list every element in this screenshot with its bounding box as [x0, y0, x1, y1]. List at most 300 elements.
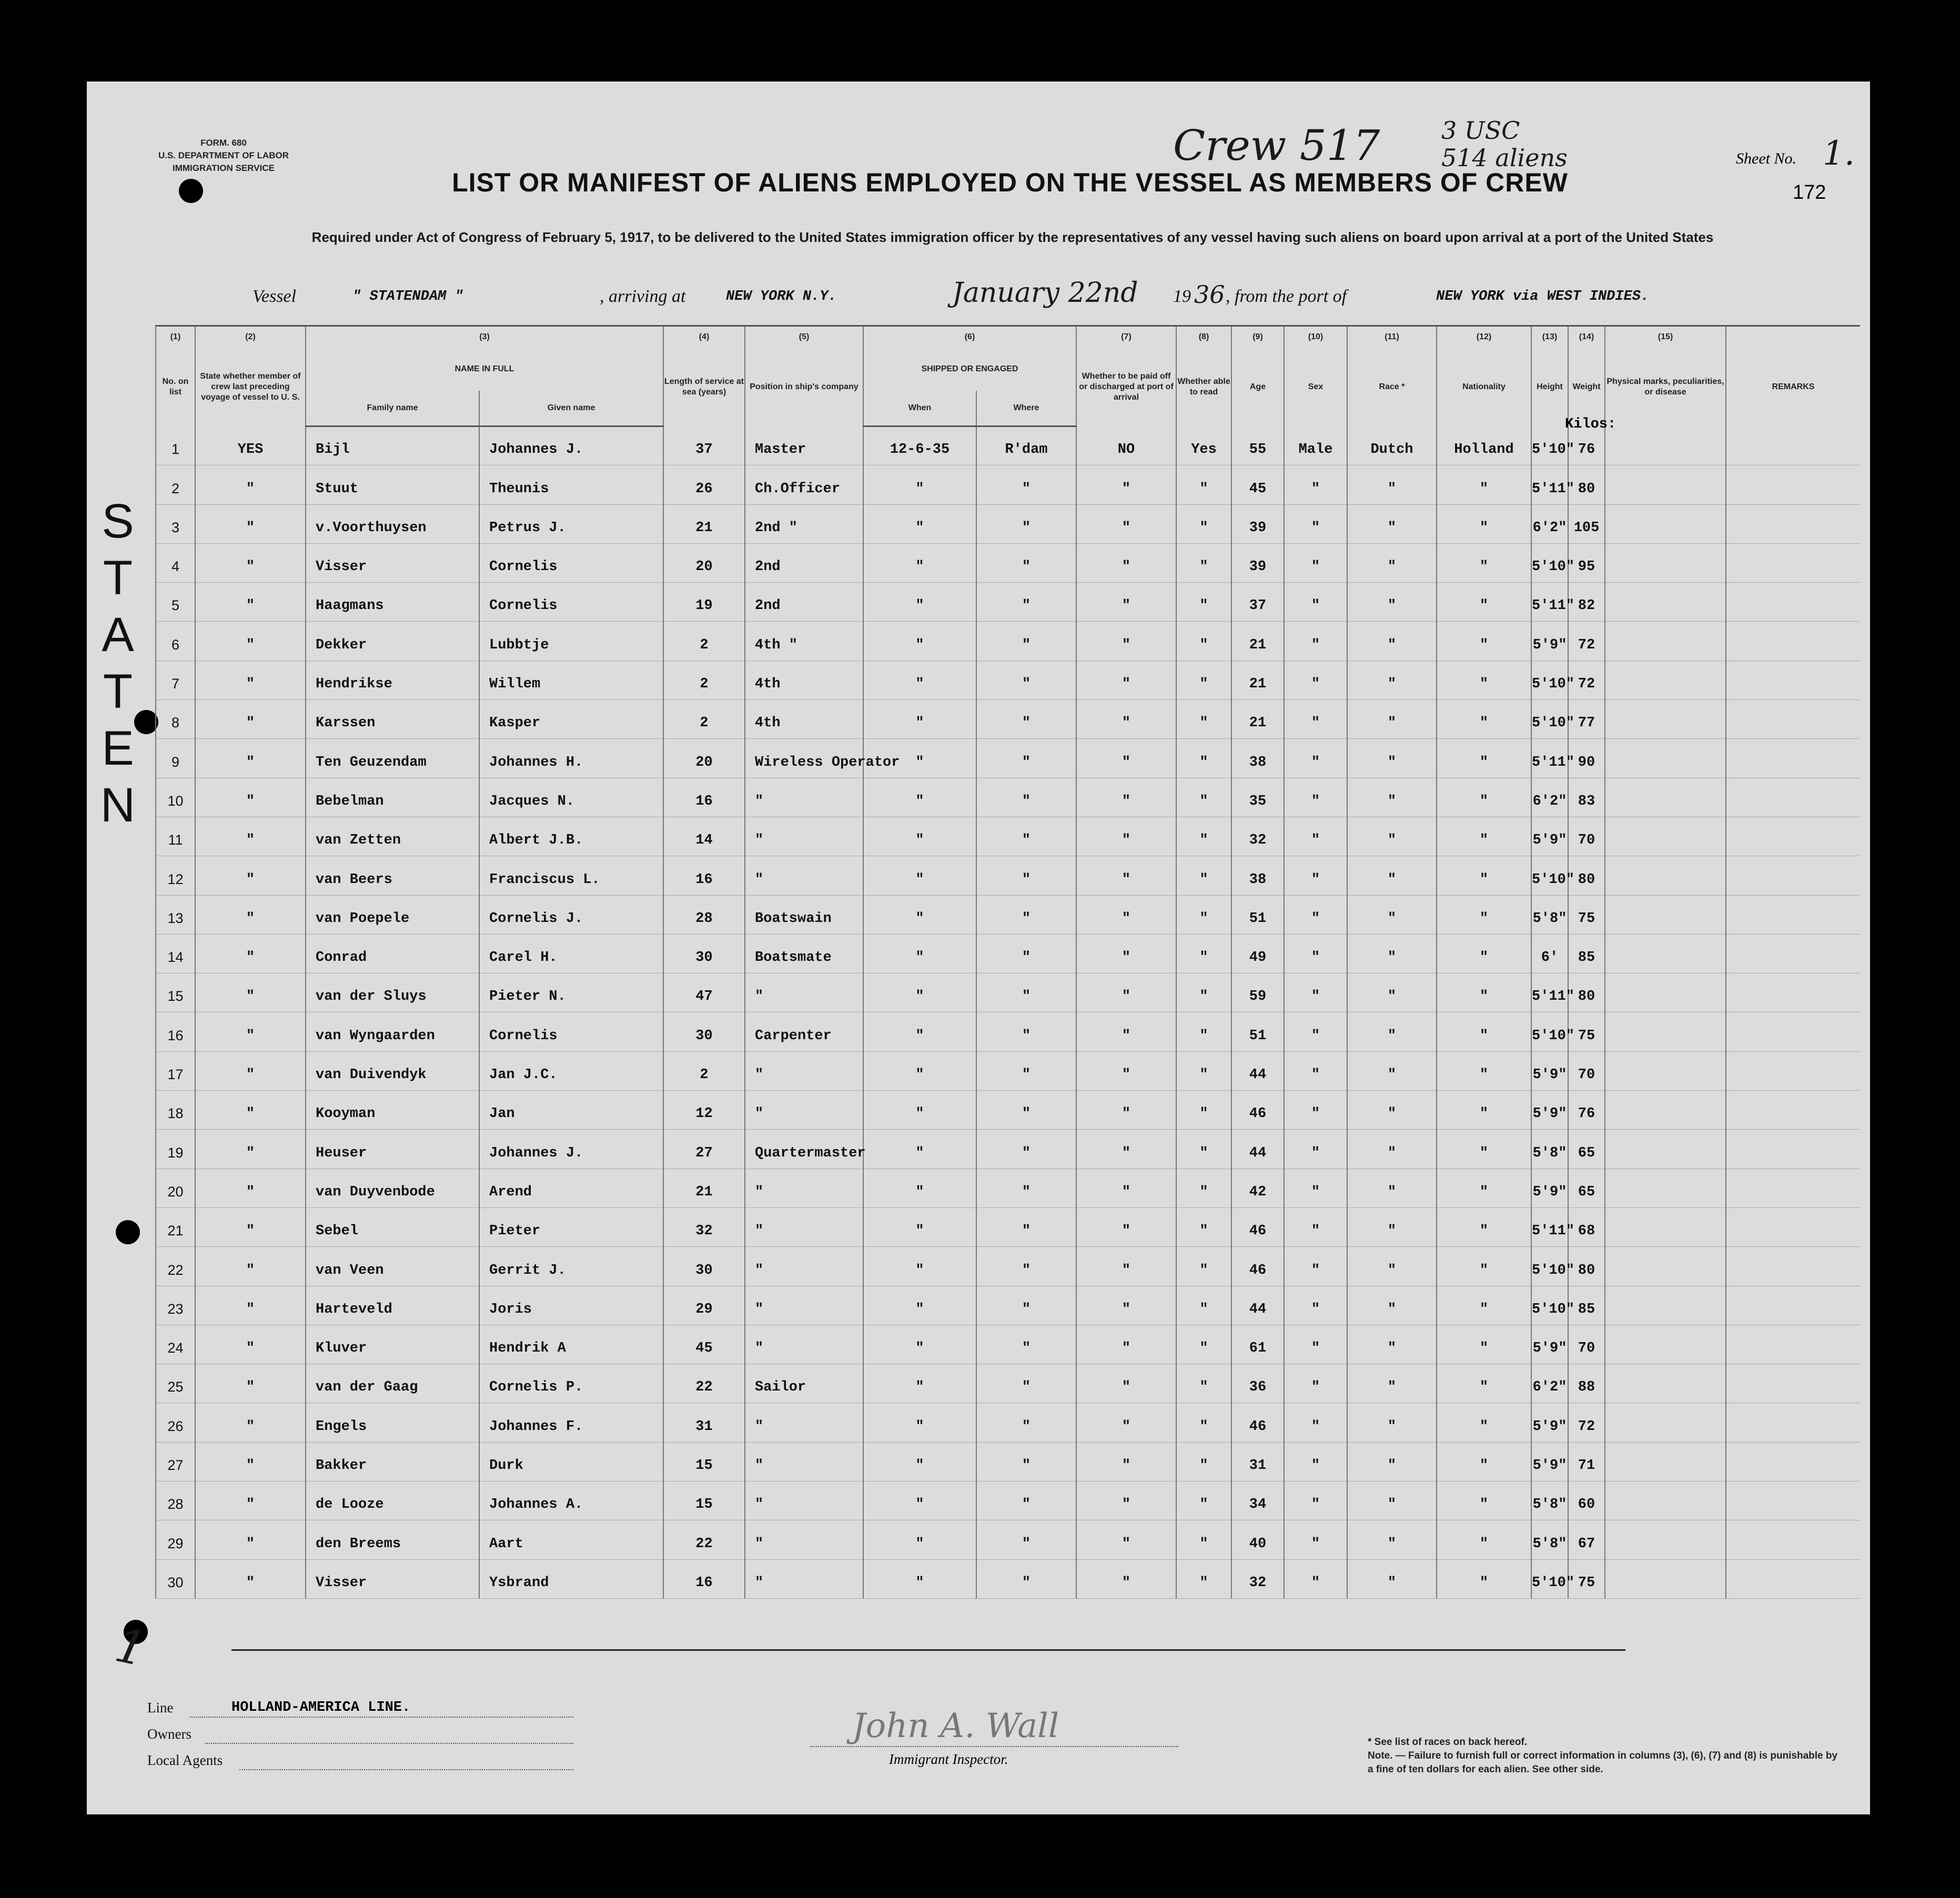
cell-no: 7: [156, 661, 195, 699]
crew-count-note: Crew 517: [1173, 121, 1380, 170]
cell-paid: ": [1076, 895, 1176, 934]
cell-when: ": [863, 622, 976, 661]
col-num: (11): [1347, 326, 1437, 348]
cell-marks: [1605, 1559, 1726, 1598]
header-prior-voyage: State whether member of crew last preceding voyage of vessel to U. S.: [195, 348, 306, 427]
cell-height: 5'10": [1531, 1247, 1568, 1286]
cell-nationality: ": [1437, 1481, 1531, 1520]
arriving-port: NEW YORK N.Y.: [726, 289, 837, 305]
cell-sex: ": [1284, 1207, 1347, 1246]
cell-marks: [1605, 1169, 1726, 1207]
cell-read: ": [1176, 739, 1231, 778]
cell-sex: ": [1284, 622, 1347, 661]
cell-race: ": [1347, 1012, 1437, 1051]
cell-family: Kooyman: [306, 1091, 479, 1130]
cell-prior: ": [195, 504, 306, 543]
cell-paid: ": [1076, 661, 1176, 699]
cell-where: ": [976, 504, 1076, 543]
cell-prior: ": [195, 973, 306, 1012]
cell-service: 27: [663, 1130, 745, 1169]
cell-race: ": [1347, 1130, 1437, 1169]
col-num: (2): [195, 326, 306, 348]
cell-weight: 77: [1568, 700, 1605, 739]
cell-service: 26: [663, 465, 745, 504]
cell-remarks: [1726, 1442, 1860, 1481]
cell-race: ": [1347, 700, 1437, 739]
cell-given: Jan J.C.: [479, 1051, 663, 1090]
cell-paid: ": [1076, 1403, 1176, 1442]
cell-position: Wireless Operator: [745, 739, 863, 778]
cell-prior: ": [195, 1130, 306, 1169]
cell-where: ": [976, 1325, 1076, 1364]
table-row: [156, 504, 1860, 543]
cell-when: ": [863, 1364, 976, 1403]
cell-paid: ": [1076, 1364, 1176, 1403]
cell-when: ": [863, 739, 976, 778]
cell-remarks: [1726, 700, 1860, 739]
table-row: [156, 700, 1860, 739]
cell-no: 19: [156, 1130, 195, 1169]
cell-position: ": [745, 1442, 863, 1481]
cell-sex: ": [1284, 1012, 1347, 1051]
cell-prior: ": [195, 622, 306, 661]
cell-read: ": [1176, 1247, 1231, 1286]
cell-where: ": [976, 1286, 1076, 1325]
cell-prior: ": [195, 739, 306, 778]
cell-marks: [1605, 1442, 1726, 1481]
cell-remarks: [1726, 1207, 1860, 1246]
cell-age: 44: [1231, 1051, 1284, 1090]
cell-sex: ": [1284, 856, 1347, 895]
cell-marks: [1605, 622, 1726, 661]
cell-service: 22: [663, 1520, 745, 1559]
cell-height: 5'8": [1531, 1130, 1568, 1169]
header-family-name: Family name: [306, 391, 479, 427]
cell-read: ": [1176, 465, 1231, 504]
cell-no: 24: [156, 1325, 195, 1364]
sheet-number: 1.: [1823, 134, 1855, 173]
cell-service: 12: [663, 1091, 745, 1130]
cell-sex: ": [1284, 1481, 1347, 1520]
cell-sex: ": [1284, 661, 1347, 699]
cell-service: 19: [663, 583, 745, 622]
cell-nationality: ": [1437, 583, 1531, 622]
cell-paid: ": [1076, 700, 1176, 739]
signature-rule: [810, 1745, 1178, 1747]
cell-paid: ": [1076, 1012, 1176, 1051]
cell-paid: ": [1076, 543, 1176, 582]
cell-prior: ": [195, 1169, 306, 1207]
cell-read: ": [1176, 1130, 1231, 1169]
cell-height: 5'10": [1531, 1012, 1568, 1051]
vessel-label: Vessel: [252, 287, 297, 306]
cell-nationality: ": [1437, 934, 1531, 973]
cell-service: 47: [663, 973, 745, 1012]
cell-nationality: ": [1437, 661, 1531, 699]
cell-when: ": [863, 1403, 976, 1442]
cell-height: 6'2": [1531, 1364, 1568, 1403]
cell-when: ": [863, 1481, 976, 1520]
cell-given: Aart: [479, 1520, 663, 1559]
cell-given: Cornelis J.: [479, 895, 663, 934]
cell-sex: ": [1284, 1364, 1347, 1403]
header-age: Age: [1231, 348, 1284, 427]
cell-marks: [1605, 1051, 1726, 1090]
header-name-in-full: NAME IN FULL: [306, 348, 663, 391]
col-num: (9): [1231, 326, 1284, 348]
cell-where: ": [976, 1481, 1076, 1520]
cell-race: ": [1347, 1403, 1437, 1442]
cell-where: ": [976, 1169, 1076, 1207]
cell-weight: 85: [1568, 934, 1605, 973]
cell-weight: 75: [1568, 895, 1605, 934]
cell-weight: 105: [1568, 504, 1605, 543]
cell-weight: 72: [1568, 661, 1605, 699]
cell-nationality: ": [1437, 1051, 1531, 1090]
cell-position: ": [745, 1169, 863, 1207]
cell-prior: ": [195, 1442, 306, 1481]
cell-where: ": [976, 1403, 1076, 1442]
cell-height: 5'8": [1531, 1520, 1568, 1559]
cell-sex: ": [1284, 973, 1347, 1012]
cell-where: ": [976, 1012, 1076, 1051]
cell-given: Johannes H.: [479, 739, 663, 778]
cell-marks: [1605, 583, 1726, 622]
cell-when: ": [863, 465, 976, 504]
cell-prior: ": [195, 1286, 306, 1325]
cell-marks: [1605, 1130, 1726, 1169]
col-num: (8): [1176, 326, 1231, 348]
cell-no: 23: [156, 1286, 195, 1325]
cell-family: Engels: [306, 1403, 479, 1442]
cell-remarks: [1726, 1559, 1860, 1598]
cell-age: 21: [1231, 661, 1284, 699]
col-num: (10): [1284, 326, 1347, 348]
cell-position: Ch.Officer: [745, 465, 863, 504]
cell-service: 30: [663, 934, 745, 973]
inspector-label: Immigrant Inspector.: [889, 1751, 1008, 1767]
cell-when: ": [863, 1559, 976, 1598]
punch-hole: [116, 1220, 140, 1244]
cell-marks: [1605, 1247, 1726, 1286]
page-subtitle: Required under Act of Congress of February 5, 1917, to be delivered to the United States immigration officer by the representatives of any vessel having such aliens on board upon arrival at a port of the United States: [311, 229, 1714, 245]
header-given-name: Given name: [479, 391, 663, 427]
cell-service: 21: [663, 504, 745, 543]
cell-height: 5'9": [1531, 1051, 1568, 1090]
header-able-to-read: Whether able to read: [1176, 348, 1231, 427]
cell-given: Johannes F.: [479, 1403, 663, 1442]
cell-no: 9: [156, 739, 195, 778]
table-row: [156, 739, 1860, 778]
cell-service: 16: [663, 778, 745, 817]
margin-mark: 1: [110, 1617, 151, 1678]
cell-when: ": [863, 1130, 976, 1169]
form-info: [129, 137, 318, 175]
footnote-penalty: Note. — Failure to furnish full or correct information in columns (3), (6), (7) and (8) is punishable by a fine of ten dollars for each alien. See other side.: [1368, 1750, 1838, 1775]
cell-service: 31: [663, 1403, 745, 1442]
cell-read: ": [1176, 778, 1231, 817]
cell-family: van Beers: [306, 856, 479, 895]
cell-prior: ": [195, 934, 306, 973]
cell-family: Bakker: [306, 1442, 479, 1481]
cell-height: 6': [1531, 934, 1568, 973]
cell-family: Ten Geuzendam: [306, 739, 479, 778]
cell-service: 16: [663, 1559, 745, 1598]
cell-age: 55: [1231, 427, 1284, 465]
page-title: LIST OR MANIFEST OF ALIENS EMPLOYED ON THE VESSEL AS MEMBERS OF CREW: [452, 168, 1568, 197]
crew-breakdown-usc: 3 USC: [1441, 116, 1520, 145]
cell-sex: ": [1284, 1051, 1347, 1090]
cell-given: Durk: [479, 1442, 663, 1481]
cell-remarks: [1726, 1051, 1860, 1090]
cell-nationality: ": [1437, 1130, 1531, 1169]
cell-marks: [1605, 1403, 1726, 1442]
col-num: (6): [863, 326, 1076, 348]
col-num: (3): [306, 326, 663, 348]
cell-remarks: [1726, 934, 1860, 973]
cell-where: ": [976, 700, 1076, 739]
cell-read: ": [1176, 622, 1231, 661]
cell-read: ": [1176, 1442, 1231, 1481]
cell-family: de Looze: [306, 1481, 479, 1520]
cell-read: ": [1176, 856, 1231, 895]
cell-prior: ": [195, 1091, 306, 1130]
cell-prior: ": [195, 856, 306, 895]
cell-race: ": [1347, 1091, 1437, 1130]
cell-weight: 68: [1568, 1207, 1605, 1246]
cell-service: 14: [663, 817, 745, 856]
cell-race: Dutch: [1347, 427, 1437, 465]
cell-sex: ": [1284, 1091, 1347, 1130]
cell-prior: ": [195, 543, 306, 582]
cell-sex: ": [1284, 778, 1347, 817]
cell-nationality: ": [1437, 465, 1531, 504]
cell-given: Petrus J.: [479, 504, 663, 543]
cell-position: Boatsmate: [745, 934, 863, 973]
cell-paid: ": [1076, 583, 1176, 622]
cell-paid: ": [1076, 778, 1176, 817]
cell-family: Heuser: [306, 1130, 479, 1169]
column-number-row: [156, 326, 1860, 348]
cell-when: ": [863, 1325, 976, 1364]
cell-family: Visser: [306, 1559, 479, 1598]
cell-where: ": [976, 1051, 1076, 1090]
cell-read: ": [1176, 817, 1231, 856]
cell-when: ": [863, 895, 976, 934]
cell-remarks: [1726, 427, 1860, 465]
cell-weight: 70: [1568, 1325, 1605, 1364]
cell-family: Conrad: [306, 934, 479, 973]
cell-race: ": [1347, 661, 1437, 699]
cell-race: ": [1347, 1051, 1437, 1090]
cell-age: 44: [1231, 1286, 1284, 1325]
cell-no: 14: [156, 934, 195, 973]
cell-no: 3: [156, 504, 195, 543]
cell-position: 4th: [745, 700, 863, 739]
cell-paid: ": [1076, 856, 1176, 895]
cell-remarks: [1726, 1325, 1860, 1364]
cell-family: Kluver: [306, 1325, 479, 1364]
cell-family: van Duivendyk: [306, 1051, 479, 1090]
cell-given: Jacques N.: [479, 778, 663, 817]
cell-no: 26: [156, 1403, 195, 1442]
cell-given: Jan: [479, 1091, 663, 1130]
cell-prior: ": [195, 1051, 306, 1090]
cell-prior: ": [195, 1247, 306, 1286]
arriving-label: , arriving at: [600, 287, 686, 306]
cell-marks: [1605, 1207, 1726, 1246]
cell-height: 5'9": [1531, 1091, 1568, 1130]
table-row: [156, 1481, 1860, 1520]
cell-age: 44: [1231, 1130, 1284, 1169]
header-no-on-list: No. on list: [156, 348, 195, 427]
cell-marks: [1605, 1286, 1726, 1325]
cell-nationality: ": [1437, 1012, 1531, 1051]
cell-nationality: ": [1437, 700, 1531, 739]
table-row: [156, 1325, 1860, 1364]
col-num: [1726, 326, 1860, 348]
cell-weight: 80: [1568, 465, 1605, 504]
cell-read: ": [1176, 895, 1231, 934]
cell-weight: 60: [1568, 1481, 1605, 1520]
cell-given: Albert J.B.: [479, 817, 663, 856]
cell-position: ": [745, 1247, 863, 1286]
cell-height: 5'9": [1531, 1442, 1568, 1481]
cell-remarks: [1726, 543, 1860, 582]
cell-when: ": [863, 700, 976, 739]
cell-position: Boatswain: [745, 895, 863, 934]
cell-position: ": [745, 1286, 863, 1325]
cell-age: 36: [1231, 1364, 1284, 1403]
cell-height: 5'11": [1531, 1207, 1568, 1246]
cell-marks: [1605, 934, 1726, 973]
cell-family: van Zetten: [306, 817, 479, 856]
cell-no: 22: [156, 1247, 195, 1286]
table-row: [156, 1012, 1860, 1051]
cell-sex: ": [1284, 1286, 1347, 1325]
col-num: (7): [1076, 326, 1176, 348]
cell-weight: 95: [1568, 543, 1605, 582]
cell-age: 21: [1231, 700, 1284, 739]
cell-where: ": [976, 1130, 1076, 1169]
cell-no: 4: [156, 543, 195, 582]
cell-where: ": [976, 817, 1076, 856]
cell-weight: 70: [1568, 1051, 1605, 1090]
cell-remarks: [1726, 973, 1860, 1012]
cell-when: ": [863, 856, 976, 895]
cell-when: ": [863, 778, 976, 817]
cell-remarks: [1726, 1520, 1860, 1559]
cell-position: Carpenter: [745, 1012, 863, 1051]
cell-nationality: ": [1437, 1286, 1531, 1325]
table-row: [156, 1520, 1860, 1559]
cell-paid: ": [1076, 1286, 1176, 1325]
cell-remarks: [1726, 504, 1860, 543]
cell-nationality: ": [1437, 1364, 1531, 1403]
cell-position: 4th: [745, 661, 863, 699]
cell-family: van Veen: [306, 1247, 479, 1286]
cell-service: 16: [663, 856, 745, 895]
stamp-letter: STATEN: [91, 494, 145, 835]
cell-where: ": [976, 583, 1076, 622]
line-rule: [189, 1716, 573, 1718]
cell-prior: ": [195, 1207, 306, 1246]
cell-no: 25: [156, 1364, 195, 1403]
cell-no: 28: [156, 1481, 195, 1520]
cell-sex: ": [1284, 1403, 1347, 1442]
col-num: (12): [1437, 326, 1531, 348]
cell-remarks: [1726, 661, 1860, 699]
cell-paid: ": [1076, 1325, 1176, 1364]
cell-no: 27: [156, 1442, 195, 1481]
cell-no: 1: [156, 427, 195, 465]
cell-given: Cornelis: [479, 543, 663, 582]
cell-no: 18: [156, 1091, 195, 1130]
cell-nationality: ": [1437, 895, 1531, 934]
cell-race: ": [1347, 465, 1437, 504]
cell-race: ": [1347, 1247, 1437, 1286]
cell-service: 20: [663, 739, 745, 778]
cell-race: ": [1347, 1169, 1437, 1207]
cell-family: van der Gaag: [306, 1364, 479, 1403]
cell-paid: ": [1076, 817, 1176, 856]
cell-sex: ": [1284, 700, 1347, 739]
table-row: [156, 778, 1860, 817]
line-value: HOLLAND-AMERICA LINE.: [231, 1700, 411, 1716]
cell-position: ": [745, 856, 863, 895]
cell-age: 38: [1231, 856, 1284, 895]
cell-remarks: [1726, 583, 1860, 622]
cell-height: 5'8": [1531, 1481, 1568, 1520]
cell-marks: [1605, 817, 1726, 856]
cell-paid: ": [1076, 1207, 1176, 1246]
table-row: [156, 895, 1860, 934]
cell-remarks: [1726, 1364, 1860, 1403]
cell-read: ": [1176, 1403, 1231, 1442]
cell-nationality: ": [1437, 1169, 1531, 1207]
cell-read: ": [1176, 1364, 1231, 1403]
cell-height: 5'10": [1531, 543, 1568, 582]
cell-position: Sailor: [745, 1364, 863, 1403]
cell-position: 2nd: [745, 543, 863, 582]
crew-table: [155, 325, 1860, 1599]
cell-nationality: ": [1437, 1325, 1531, 1364]
cell-read: ": [1176, 1325, 1231, 1364]
cell-service: 29: [663, 1286, 745, 1325]
cell-nationality: ": [1437, 1091, 1531, 1130]
cell-given: Johannes J.: [479, 1130, 663, 1169]
cell-where: ": [976, 856, 1076, 895]
cell-prior: ": [195, 583, 306, 622]
cell-age: 38: [1231, 739, 1284, 778]
cell-weight: 75: [1568, 1559, 1605, 1598]
cell-age: 46: [1231, 1403, 1284, 1442]
cell-marks: [1605, 465, 1726, 504]
cell-remarks: [1726, 856, 1860, 895]
col-num: (5): [745, 326, 863, 348]
cell-marks: [1605, 739, 1726, 778]
cell-race: ": [1347, 739, 1437, 778]
owners-rule: [205, 1742, 573, 1744]
cell-family: den Breems: [306, 1520, 479, 1559]
cell-when: ": [863, 1051, 976, 1090]
cell-read: ": [1176, 1286, 1231, 1325]
cell-sex: ": [1284, 895, 1347, 934]
cell-read: ": [1176, 973, 1231, 1012]
cell-position: Master: [745, 427, 863, 465]
cell-service: 2: [663, 700, 745, 739]
cell-read: ": [1176, 1559, 1231, 1598]
